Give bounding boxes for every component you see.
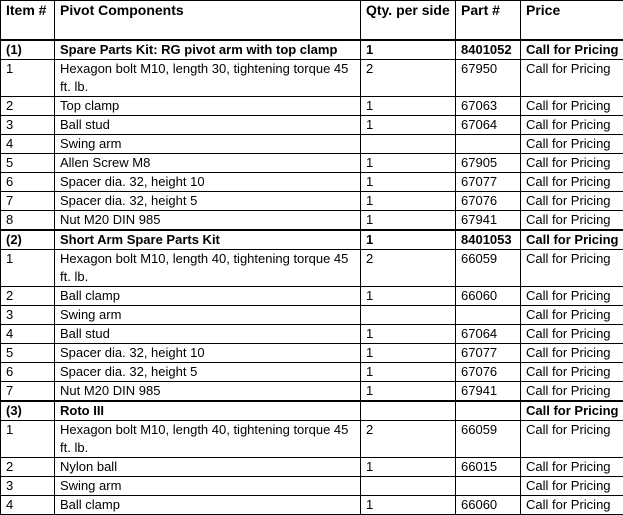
part-number-cell: [456, 477, 521, 496]
part-number-cell: [456, 401, 521, 421]
price-cell: Call for Pricing: [521, 173, 623, 192]
table-row: [1, 154, 623, 173]
item-cell: 4: [1, 496, 55, 515]
price-cell: Call for Pricing: [521, 154, 623, 173]
component-cell: Hexagon bolt M10, length 40, tightening torque 45 ft. lb.: [55, 421, 361, 458]
qty-cell: [361, 401, 456, 421]
component-cell: Top clamp: [55, 97, 361, 116]
item-cell: 4: [1, 135, 55, 154]
table-row: [1, 382, 623, 402]
item-cell: 5: [1, 344, 55, 363]
qty-cell: 1: [361, 211, 456, 231]
kit-row: [1, 40, 623, 60]
price-cell: Call for Pricing: [521, 40, 623, 60]
item-cell: (1): [1, 40, 55, 60]
qty-cell: [361, 477, 456, 496]
component-cell: Hexagon bolt M10, length 40, tightening torque 45 ft. lb.: [55, 250, 361, 287]
table-row: [1, 477, 623, 496]
table-row: [1, 363, 623, 382]
price-cell: Call for Pricing: [521, 60, 623, 97]
qty-cell: 1: [361, 192, 456, 211]
table-row: [1, 211, 623, 231]
table-row: [1, 192, 623, 211]
price-cell: Call for Pricing: [521, 458, 623, 477]
qty-cell: 1: [361, 97, 456, 116]
part-number-cell: 66015: [456, 458, 521, 477]
qty-cell: [361, 135, 456, 154]
component-cell: Nut M20 DIN 985: [55, 211, 361, 231]
price-cell: Call for Pricing: [521, 287, 623, 306]
item-cell: 3: [1, 477, 55, 496]
price-cell: Call for Pricing: [521, 230, 623, 250]
table-row: [1, 325, 623, 344]
qty-cell: 1: [361, 458, 456, 477]
table-row: [1, 135, 623, 154]
part-number-cell: 8401052: [456, 40, 521, 60]
component-cell: Hexagon bolt M10, length 30, tightening torque 45 ft. lb.: [55, 60, 361, 97]
part-number-cell: [456, 306, 521, 325]
price-cell: Call for Pricing: [521, 401, 623, 421]
qty-cell: 1: [361, 40, 456, 60]
item-cell: 5: [1, 154, 55, 173]
price-cell: Call for Pricing: [521, 97, 623, 116]
qty-cell: 1: [361, 325, 456, 344]
item-cell: 2: [1, 97, 55, 116]
component-cell: Spare Parts Kit: RG pivot arm with top clamp: [55, 40, 361, 60]
component-cell: Spacer dia. 32, height 10: [55, 173, 361, 192]
part-number-cell: 67063: [456, 97, 521, 116]
price-cell: Call for Pricing: [521, 344, 623, 363]
part-number-cell: 67076: [456, 363, 521, 382]
part-number-cell: 67064: [456, 116, 521, 135]
component-cell: Spacer dia. 32, height 5: [55, 363, 361, 382]
component-cell: Spacer dia. 32, height 10: [55, 344, 361, 363]
part-number-cell: 67905: [456, 154, 521, 173]
item-cell: 6: [1, 363, 55, 382]
item-cell: 7: [1, 192, 55, 211]
header-part-number: Part #: [456, 1, 521, 41]
price-cell: Call for Pricing: [521, 306, 623, 325]
header-qty-per-side: Qty. per side: [361, 1, 456, 41]
component-cell: Swing arm: [55, 135, 361, 154]
qty-cell: 1: [361, 363, 456, 382]
item-cell: 8: [1, 211, 55, 231]
header-row: [1, 1, 623, 41]
price-cell: Call for Pricing: [521, 325, 623, 344]
item-cell: 3: [1, 116, 55, 135]
component-cell: Ball clamp: [55, 287, 361, 306]
table-row: [1, 306, 623, 325]
price-cell: Call for Pricing: [521, 477, 623, 496]
table-body: [1, 40, 623, 515]
item-cell: 7: [1, 382, 55, 402]
kit-row: [1, 230, 623, 250]
component-cell: Allen Screw M8: [55, 154, 361, 173]
price-cell: Call for Pricing: [521, 211, 623, 231]
table-row: [1, 458, 623, 477]
price-cell: Call for Pricing: [521, 116, 623, 135]
price-cell: Call for Pricing: [521, 382, 623, 402]
qty-cell: 1: [361, 173, 456, 192]
qty-cell: [361, 306, 456, 325]
price-cell: Call for Pricing: [521, 421, 623, 458]
price-cell: Call for Pricing: [521, 192, 623, 211]
price-cell: Call for Pricing: [521, 250, 623, 287]
price-cell: Call for Pricing: [521, 496, 623, 515]
qty-cell: 1: [361, 154, 456, 173]
part-number-cell: 67077: [456, 344, 521, 363]
price-cell: Call for Pricing: [521, 363, 623, 382]
table-row: [1, 250, 623, 287]
kit-row: [1, 401, 623, 421]
item-cell: 1: [1, 60, 55, 97]
part-number-cell: 8401053: [456, 230, 521, 250]
component-cell: Swing arm: [55, 306, 361, 325]
component-cell: Short Arm Spare Parts Kit: [55, 230, 361, 250]
item-cell: 2: [1, 287, 55, 306]
qty-cell: 2: [361, 60, 456, 97]
item-cell: 2: [1, 458, 55, 477]
part-number-cell: 67950: [456, 60, 521, 97]
item-cell: 1: [1, 250, 55, 287]
qty-cell: 1: [361, 287, 456, 306]
qty-cell: 1: [361, 344, 456, 363]
part-number-cell: 66060: [456, 287, 521, 306]
component-cell: Ball stud: [55, 325, 361, 344]
component-cell: Roto III: [55, 401, 361, 421]
table-row: [1, 116, 623, 135]
item-cell: 3: [1, 306, 55, 325]
table-row: [1, 344, 623, 363]
part-number-cell: 67064: [456, 325, 521, 344]
header-item: Item #: [1, 1, 55, 41]
price-cell: Call for Pricing: [521, 135, 623, 154]
component-cell: Nylon ball: [55, 458, 361, 477]
table-row: [1, 496, 623, 515]
qty-cell: 1: [361, 496, 456, 515]
table-row: [1, 173, 623, 192]
header-pivot-components: Pivot Components: [55, 1, 361, 41]
part-number-cell: 67076: [456, 192, 521, 211]
component-cell: Ball stud: [55, 116, 361, 135]
table-row: [1, 421, 623, 458]
item-cell: 4: [1, 325, 55, 344]
qty-cell: 1: [361, 116, 456, 135]
part-number-cell: 67077: [456, 173, 521, 192]
qty-cell: 1: [361, 230, 456, 250]
part-number-cell: 67941: [456, 382, 521, 402]
part-number-cell: 66059: [456, 421, 521, 458]
part-number-cell: 66059: [456, 250, 521, 287]
part-number-cell: 66060: [456, 496, 521, 515]
item-cell: (2): [1, 230, 55, 250]
table-row: [1, 60, 623, 97]
component-cell: Swing arm: [55, 477, 361, 496]
item-cell: (3): [1, 401, 55, 421]
qty-cell: 2: [361, 250, 456, 287]
qty-cell: 2: [361, 421, 456, 458]
part-number-cell: [456, 135, 521, 154]
qty-cell: 1: [361, 382, 456, 402]
table-row: [1, 97, 623, 116]
component-cell: Spacer dia. 32, height 5: [55, 192, 361, 211]
table-row: [1, 287, 623, 306]
part-number-cell: 67941: [456, 211, 521, 231]
component-cell: Ball clamp: [55, 496, 361, 515]
component-cell: Nut M20 DIN 985: [55, 382, 361, 402]
header-price: Price: [521, 1, 623, 41]
item-cell: 1: [1, 421, 55, 458]
item-cell: 6: [1, 173, 55, 192]
